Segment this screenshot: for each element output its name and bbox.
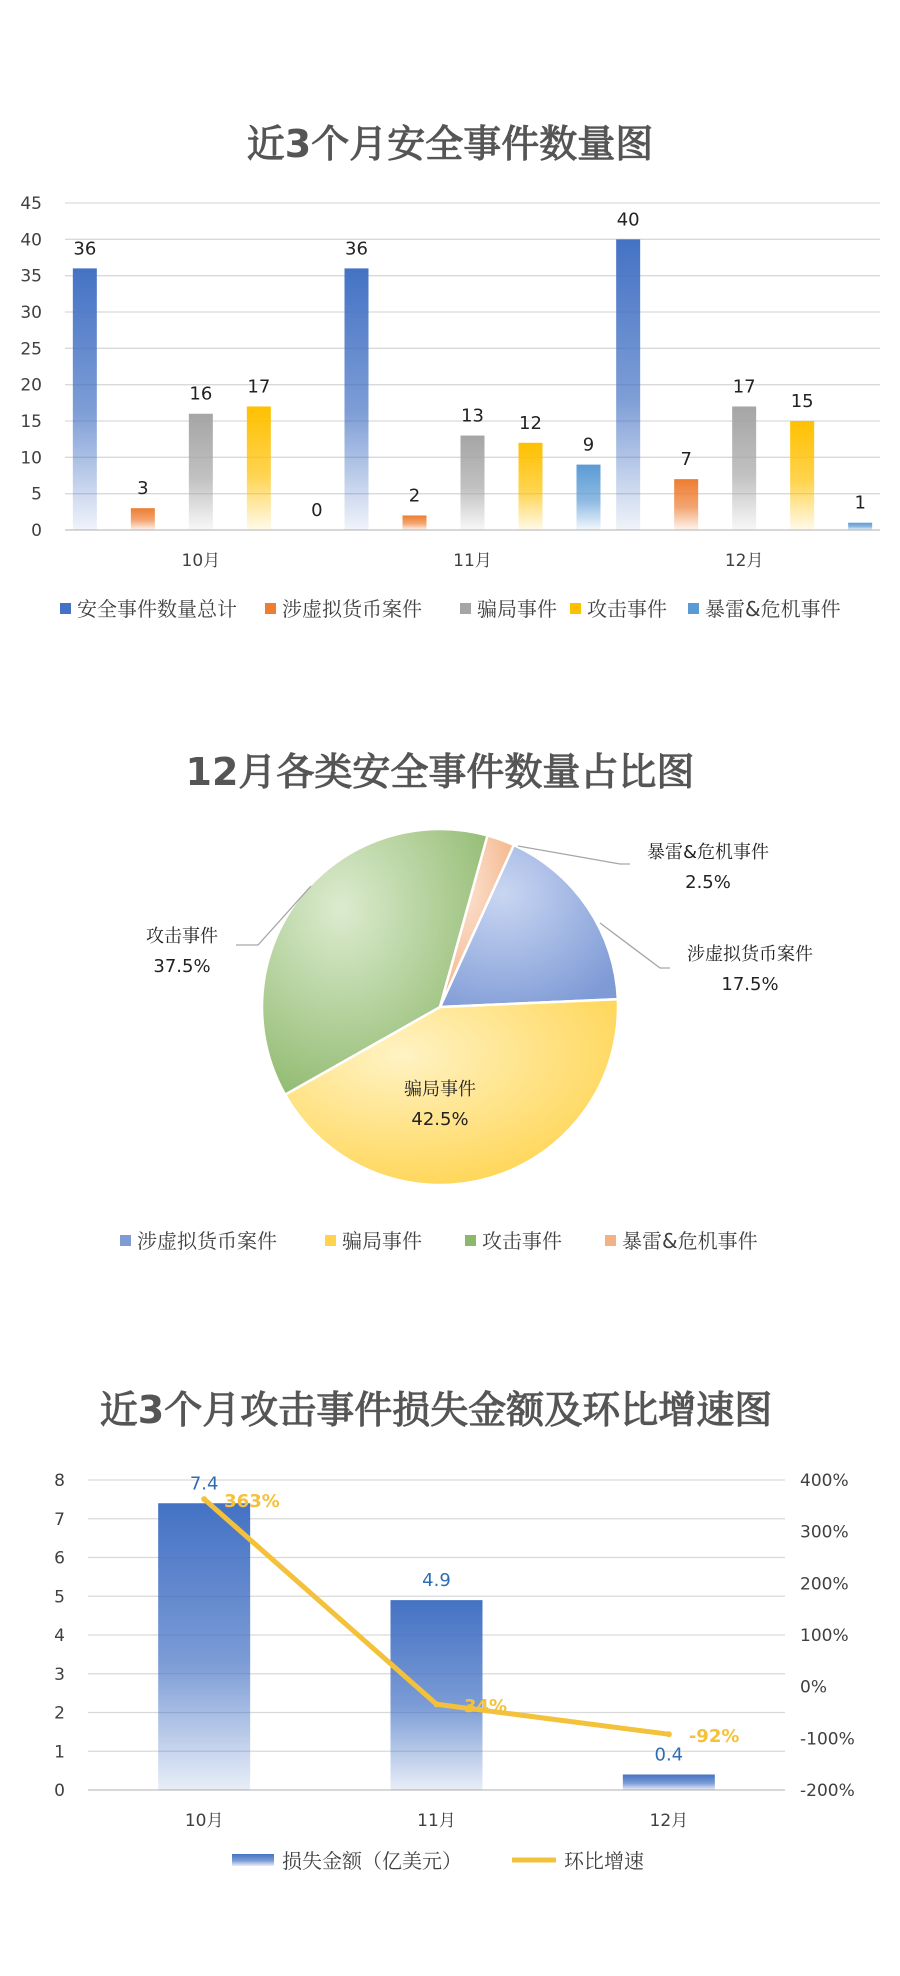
chart3-right-tick: 0% — [800, 1677, 827, 1698]
chart3-bar — [623, 1775, 715, 1791]
chart1-y-tick: 0 — [31, 521, 42, 541]
chart3-line-label: -34% — [456, 1696, 508, 1718]
chart1-data-label: 36 — [73, 238, 97, 260]
chart1-bar — [403, 515, 427, 530]
chart1-data-label: 17 — [247, 376, 271, 398]
chart2-legend — [120, 1229, 758, 1253]
chart1-bar — [131, 508, 155, 530]
chart3-right-axis — [800, 1471, 855, 1801]
chart1-data-label: 1 — [854, 492, 866, 514]
december-share-pie-chart — [120, 750, 813, 1253]
pie-slice-percent: 2.5% — [685, 872, 731, 893]
chart2-legend-item — [325, 1229, 422, 1253]
chart1-data-label: 15 — [790, 391, 814, 412]
chart3-legend-item — [232, 1849, 462, 1873]
chart3-bar-label: 7.4 — [189, 1473, 219, 1495]
legend-label: 环比增速 — [564, 1849, 644, 1873]
chart3-legend-item — [512, 1849, 644, 1873]
chart3-x-tick: 10月 — [184, 1811, 224, 1831]
chart1-bar — [461, 436, 485, 530]
pie-slice-percent: 37.5% — [153, 956, 211, 977]
chart2-legend-item — [465, 1229, 562, 1253]
chart3-right-tick: 400% — [800, 1471, 849, 1491]
chart3-left-tick: 7 — [54, 1509, 65, 1530]
chart1-legend-item — [460, 597, 557, 621]
chart1-data-label: 40 — [616, 209, 640, 231]
chart1-y-axis — [20, 194, 42, 541]
legend-label: 损失金额（亿美元） — [282, 1849, 462, 1873]
chart3-x-tick: 12月 — [649, 1811, 689, 1831]
chart3-right-tick: 200% — [800, 1574, 849, 1595]
chart2-slices — [262, 829, 618, 1185]
chart3-right-tick: -200% — [800, 1781, 855, 1801]
legend-label: 涉虚拟货币案件 — [282, 597, 422, 621]
chart3-bars — [158, 1503, 715, 1790]
chart3-bar — [391, 1600, 483, 1790]
chart3-line-point — [666, 1731, 672, 1737]
legend-label: 攻击事件 — [587, 597, 667, 621]
chart1-bar — [790, 421, 814, 530]
chart3-right-tick: 100% — [800, 1626, 849, 1646]
chart1-data-label: 17 — [732, 376, 756, 398]
chart1-legend-item — [570, 597, 667, 621]
chart3-left-tick: 8 — [54, 1471, 65, 1491]
legend-swatch — [465, 1235, 476, 1246]
legend-label: 骗局事件 — [342, 1229, 422, 1253]
chart1-bar — [345, 268, 369, 530]
chart3-line-point — [201, 1496, 207, 1502]
chart1-legend-item — [265, 597, 422, 621]
chart1-data-label: 9 — [582, 434, 595, 456]
pie-slice-name: 涉虚拟货币案件 — [687, 944, 813, 965]
chart1-bar — [616, 239, 640, 530]
chart1-bar — [519, 443, 543, 530]
chart1-x-tick: 12月 — [724, 551, 764, 571]
chart3-right-tick: -100% — [800, 1729, 855, 1750]
chart1-data-label: 2 — [408, 485, 421, 507]
pie-slice-name: 暴雷&危机事件 — [646, 842, 770, 863]
chart3-left-tick: 6 — [54, 1548, 65, 1569]
chart3-legend — [232, 1849, 644, 1873]
legend-swatch — [605, 1235, 616, 1246]
legend-label: 涉虚拟货币案件 — [137, 1229, 277, 1253]
chart3-left-tick: 1 — [54, 1742, 65, 1763]
chart3-left-tick: 0 — [54, 1781, 65, 1801]
chart1-bar — [732, 406, 756, 530]
chart3-x-tick: 11月 — [417, 1811, 456, 1831]
legend-label: 骗局事件 — [477, 597, 557, 621]
chart1-x-tick: 11月 — [453, 551, 492, 571]
safety-events-bar-chart — [20, 122, 880, 621]
chart2-title: 12月各类安全事件数量占比图 — [185, 750, 695, 794]
chart3-left-tick: 2 — [54, 1703, 65, 1724]
legend-swatch — [60, 603, 71, 614]
chart1-bar — [189, 414, 213, 530]
pie-slice-name: 骗局事件 — [404, 1079, 476, 1100]
chart3-left-tick: 4 — [54, 1626, 65, 1646]
legend-swatch — [232, 1854, 274, 1866]
legend-swatch — [688, 603, 699, 614]
chart1-data-label: 12 — [519, 412, 542, 434]
pie-slice-percent: 17.5% — [721, 974, 779, 995]
chart1-bar — [848, 523, 872, 530]
chart1-data-label: 13 — [461, 405, 484, 427]
chart1-bar — [674, 479, 698, 530]
chart1-bar — [73, 268, 97, 530]
chart1-data-label: 3 — [137, 478, 149, 500]
chart1-legend-item — [688, 597, 841, 621]
chart1-y-tick: 15 — [20, 412, 42, 432]
chart3-left-axis — [54, 1471, 65, 1801]
chart1-data-label: 7 — [680, 449, 692, 471]
chart1-y-tick: 20 — [20, 375, 42, 396]
chart3-bar — [158, 1503, 250, 1790]
legend-label: 安全事件数量总计 — [77, 597, 237, 621]
chart1-y-tick: 10 — [20, 448, 42, 469]
chart3-left-tick: 3 — [54, 1664, 65, 1685]
chart3-left-tick: 5 — [54, 1587, 65, 1608]
legend-swatch — [265, 603, 276, 614]
chart1-bar — [247, 406, 271, 530]
chart1-y-tick: 25 — [20, 339, 42, 360]
legend-swatch — [325, 1235, 336, 1246]
chart2-legend-item — [605, 1229, 758, 1253]
chart1-y-tick: 40 — [20, 230, 42, 251]
legend-label: 暴雷&危机事件 — [622, 1229, 758, 1253]
chart3-x-axis — [185, 1811, 688, 1831]
legend-swatch — [570, 603, 581, 614]
chart1-y-tick: 45 — [20, 194, 42, 214]
chart1-y-tick: 5 — [31, 484, 42, 505]
chart1-y-tick: 35 — [20, 266, 42, 287]
chart3-line-label: -92% — [688, 1726, 740, 1748]
chart1-data-label: 36 — [345, 238, 368, 260]
pie-slice-name: 攻击事件 — [146, 926, 218, 947]
chart1-bar — [577, 465, 601, 530]
chart3-line-label: 363% — [224, 1491, 280, 1513]
chart1-legend — [60, 597, 841, 621]
legend-label: 攻击事件 — [482, 1229, 562, 1253]
chart1-y-tick: 30 — [20, 303, 42, 323]
chart3-bar-label: 4.9 — [422, 1570, 451, 1592]
legend-swatch — [460, 603, 471, 614]
chart1-x-tick: 10月 — [181, 551, 221, 571]
pie-slice-percent: 42.5% — [411, 1109, 469, 1130]
legend-swatch — [120, 1235, 131, 1246]
chart1-x-axis — [182, 551, 764, 571]
chart2-legend-item — [120, 1229, 277, 1253]
chart1-data-label: 0 — [311, 500, 323, 521]
chart1-data-label: 16 — [189, 383, 213, 405]
chart1-legend-item — [60, 597, 237, 621]
chart3-bar-label: 0.4 — [654, 1744, 684, 1766]
legend-label: 暴雷&危机事件 — [705, 597, 841, 621]
chart3-title: 近3个月攻击事件损失金额及环比增速图 — [99, 1388, 773, 1432]
chart3-right-tick: 300% — [800, 1522, 849, 1543]
chart1-title: 近3个月安全事件数量图 — [246, 122, 654, 166]
attack-loss-combo-chart — [54, 1388, 855, 1873]
chart3-line-point — [434, 1701, 440, 1707]
